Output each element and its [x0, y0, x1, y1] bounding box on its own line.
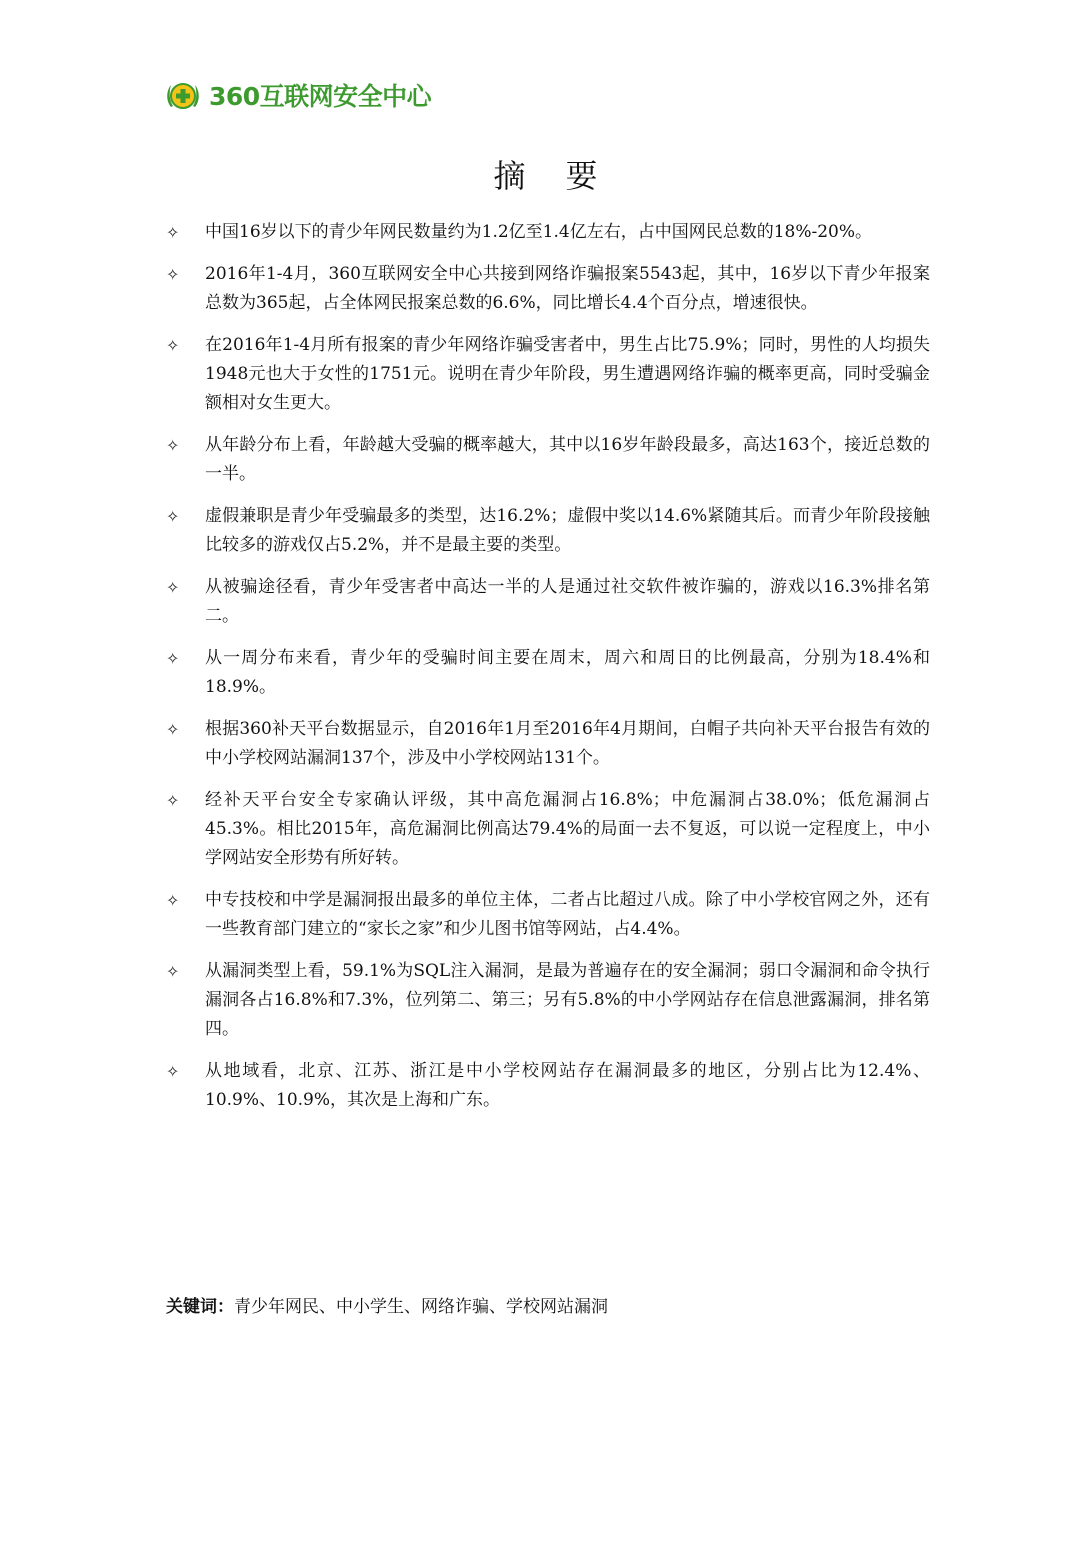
list-item — [166, 886, 930, 944]
diamond-bullet-icon: ✧ — [166, 1062, 180, 1081]
list-item — [166, 644, 930, 702]
un-emblem-icon — [163, 77, 203, 117]
bullet-text: 中国16岁以下的青少年网民数量约为1.2亿至1.4亿左右，占中国网民总数的18%-20%。 — [205, 222, 873, 242]
bullet-text: 从年龄分布上看，年龄越大受骗的概率越大，其中以16岁年龄段最多，高达163个，接近总数的一半。 — [205, 435, 930, 484]
bullet-text: 从漏洞类型上看，59.1%为SQL注入漏洞，是最为普遍存在的安全漏洞；弱口令漏洞和命令执行漏洞各占16.8%和7.3%，位列第二、第三；另有5.8%的中小学网站存在信息泄露漏洞，排名第四。 — [205, 961, 930, 1039]
bullet-text: 从被骗途径看，青少年受害者中高达一半的人是通过社交软件被诈骗的，游戏以16.3%排名第二。 — [205, 577, 930, 626]
diamond-bullet-icon: ✧ — [166, 223, 180, 242]
list-item — [166, 260, 930, 318]
list-item — [166, 1057, 930, 1115]
diamond-bullet-icon: ✧ — [166, 720, 180, 739]
list-item — [166, 786, 930, 873]
diamond-bullet-icon: ✧ — [166, 962, 180, 981]
diamond-bullet-icon: ✧ — [166, 265, 180, 284]
list-item — [166, 502, 930, 560]
list-item — [166, 431, 930, 489]
diamond-bullet-icon: ✧ — [166, 791, 180, 810]
list-item — [166, 331, 930, 418]
keywords-value: 青少年网民、中小学生、网络诈骗、学校网站漏洞 — [234, 1297, 608, 1317]
list-item — [166, 218, 930, 247]
diamond-bullet-icon: ✧ — [166, 891, 180, 910]
diamond-bullet-icon: ✧ — [166, 336, 180, 355]
diamond-bullet-icon: ✧ — [166, 507, 180, 526]
diamond-bullet-icon: ✧ — [166, 649, 180, 668]
summary-list — [166, 218, 930, 1128]
bullet-text: 虚假兼职是青少年受骗最多的类型，达16.2%；虚假中奖以14.6%紧随其后。而青少年阶段接触比较多的游戏仅占5.2%，并不是最主要的类型。 — [205, 506, 930, 555]
bullet-text: 从一周分布来看，青少年的受骗时间主要在周末，周六和周日的比例最高，分别为18.4%和18.9%。 — [205, 648, 930, 697]
bullet-text: 根据360补天平台数据显示，自2016年1月至2016年4月期间，白帽子共向补天平台报告有效的中小学校网站漏洞137个，涉及中小学校网站131个。 — [205, 719, 930, 768]
keywords-line — [166, 1293, 608, 1321]
diamond-bullet-icon: ✧ — [166, 436, 180, 455]
bullet-text: 2016年1-4月，360互联网安全中心共接到网络诈骗报案5543起，其中，16岁以下青少年报案总数为365起，占全体网民报案总数的6.6%，同比增长4.4个百分点，增速很快。 — [205, 264, 930, 313]
bullet-text: 经补天平台安全专家确认评级，其中高危漏洞占16.8%；中危漏洞占38.0%；低危漏洞占45.3%。相比2015年，高危漏洞比例高达79.4%的局面一去不复返，可以说一定程度上，中小学网站安全形势有所好转。 — [205, 790, 930, 868]
list-item — [166, 715, 930, 773]
keywords-label: 关键词： — [166, 1297, 234, 1317]
bullet-text: 中专技校和中学是漏洞报出最多的单位主体，二者占比超过八成。除了中小学校官网之外，还有一些教育部门建立的“家长之家”和少儿图书馆等网站，占4.4%。 — [205, 890, 930, 939]
list-item — [166, 957, 930, 1044]
list-item — [166, 573, 930, 631]
brand-logo — [163, 77, 431, 117]
logo-text: 360互联网安全中心 — [209, 82, 432, 111]
bullet-text: 从地域看，北京、江苏、浙江是中小学校网站存在漏洞最多的地区，分别占比为12.4%、10.9%、10.9%，其次是上海和广东。 — [205, 1061, 930, 1110]
diamond-bullet-icon: ✧ — [166, 578, 180, 597]
page-title: 摘要 — [493, 157, 638, 195]
bullet-text: 在2016年1-4月所有报案的青少年网络诈骗受害者中，男生占比75.9%；同时，男性的人均损失1948元也大于女性的1751元。说明在青少年阶段，男生遭遇网络诈骗的概率更高，同时受骗金额相对女生更大。 — [205, 335, 930, 413]
